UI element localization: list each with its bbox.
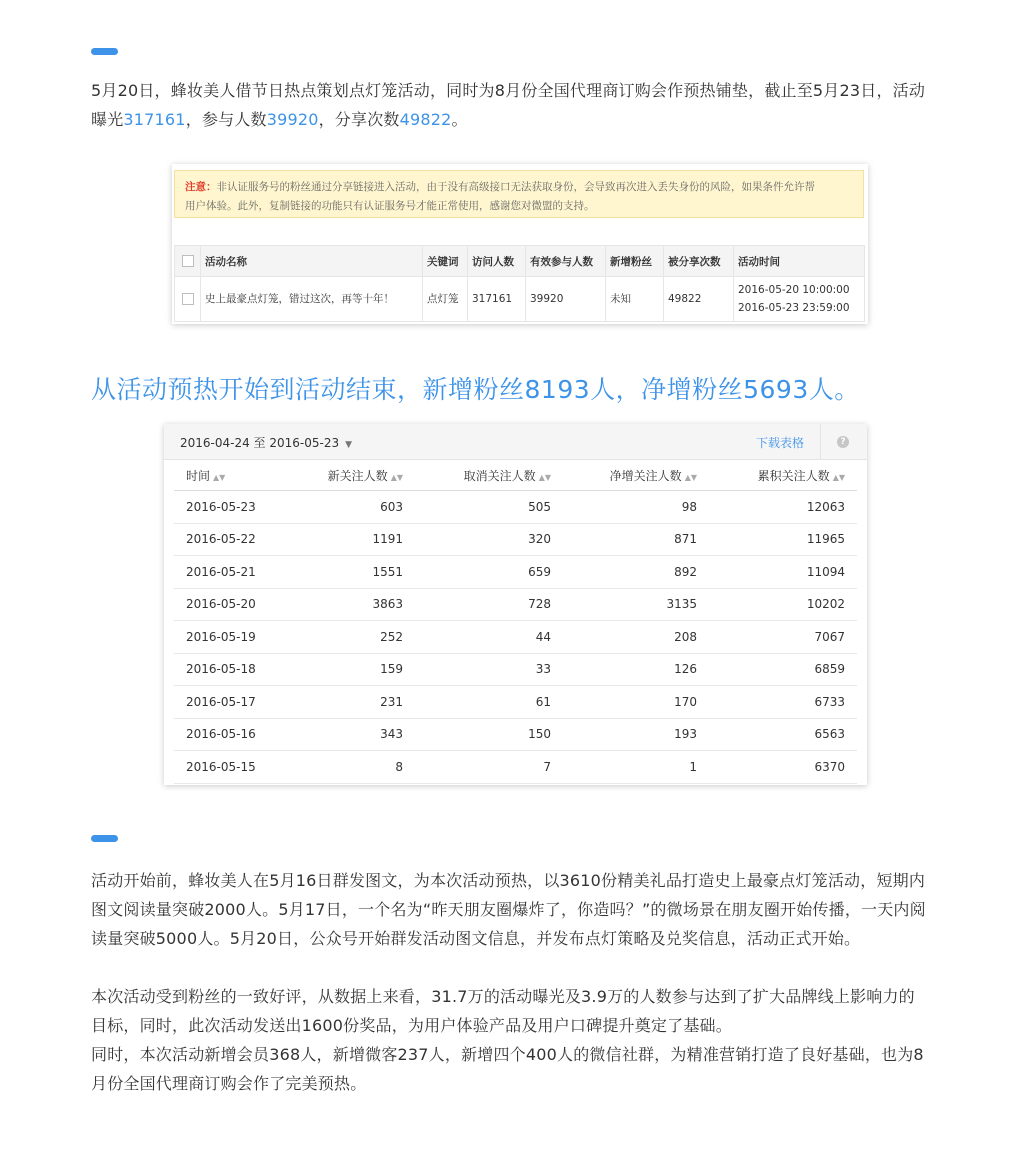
fans-table xyxy=(174,460,857,784)
exposure-count: 317161 xyxy=(123,110,186,129)
activity-table xyxy=(174,245,865,322)
intro-paragraph: 5月20日，蜂妆美人借节日热点策划点灯笼活动，同时为8月份全国代理商订购会作预热铺垫，截止至5月23日，活动曝光317161，参与人数39920，分享次数49822。 xyxy=(91,81,926,129)
share-count: 49822 xyxy=(399,110,452,129)
summary-paragraph-1: 活动开始前，蜂妆美人在5月16日群发图文，为本次活动预热，以3610份精美礼品打造史上最豪点灯笼活动，短期内图文阅读量突破2000人。5月17日，一个名为“昨天朋友圈爆炸了，你造吗？”的微场景在朋友圈开始传播，一天内阅读量突破5000人。5月20日，公众号开始群发活动图文信息，并发布点灯策略及兑奖信息，活动正式开始。 xyxy=(91,871,926,948)
headline: 从活动预热开始到活动结束，新增粉丝8193人，净增粉丝5693人。 xyxy=(91,375,860,404)
column-header: 关键词 xyxy=(423,246,468,277)
table-row: 2016-05-23 603 505 98 12063 xyxy=(174,491,857,524)
column-header: 有效参与人数 xyxy=(526,246,606,277)
sort-icon: ▲▼ xyxy=(684,472,697,482)
column-header-net[interactable]: 净增关注人数 ▲▼ xyxy=(563,460,709,491)
download-table-link[interactable]: 下载表格 xyxy=(756,436,805,450)
sort-icon: ▲▼ xyxy=(538,472,551,482)
table-row: 2016-05-22 1191 320 871 11965 xyxy=(174,523,857,556)
table-row: 2016-05-20 3863 728 3135 10202 xyxy=(174,588,857,621)
activity-screenshot xyxy=(172,164,868,324)
column-header: 活动名称 xyxy=(201,246,423,277)
table-row: 2016-05-18 159 33 126 6859 xyxy=(174,653,857,686)
table-row: 2016-05-16 343 150 193 6563 xyxy=(174,718,857,751)
table-header-row xyxy=(174,460,857,491)
section-marker xyxy=(91,48,118,55)
sort-icon: ▲▼ xyxy=(832,472,845,482)
activity-name: 史上最豪点灯笼，错过这次，再等十年！ xyxy=(201,277,423,322)
fans-toolbar xyxy=(164,424,867,460)
sort-icon: ▲▼ xyxy=(213,472,226,482)
table-row: 2016-05-17 231 61 170 6733 xyxy=(174,686,857,719)
column-header-cancel[interactable]: 取消关注人数 ▲▼ xyxy=(415,460,563,491)
caret-down-icon: ▼ xyxy=(345,440,353,450)
column-header-total[interactable]: 累积关注人数 ▲▼ xyxy=(709,460,857,491)
section-marker xyxy=(91,835,118,842)
column-header: 访问人数 xyxy=(468,246,526,277)
notice-label: 注意： xyxy=(185,181,217,193)
participant-count: 39920 xyxy=(266,110,319,129)
column-header-new[interactable]: 新关注人数 ▲▼ xyxy=(284,460,415,491)
column-header: 被分享次数 xyxy=(664,246,734,277)
column-header-time[interactable]: 时间 ▲▼ xyxy=(174,460,284,491)
notice-text-line2: 用户体验。此外，复制链接的功能只有认证服务号才能正常使用，感谢您对微盟的支持。 xyxy=(185,200,595,212)
select-all-checkbox[interactable] xyxy=(182,255,194,267)
fans-screenshot xyxy=(164,424,867,785)
summary-paragraph-3: 同时，本次活动新增会员368人，新增微客237人，新增四个400人的微信社群，为精准营销打造了良好基础，也为8月份全国代理商订购会作了完美预热。 xyxy=(91,1045,924,1093)
column-header: 新增粉丝 xyxy=(606,246,664,277)
row-checkbox[interactable] xyxy=(182,293,194,305)
activity-visits: 317161 xyxy=(468,277,526,322)
divider xyxy=(820,424,821,460)
sort-icon: ▲▼ xyxy=(390,472,403,482)
help-icon[interactable]: ? xyxy=(837,436,849,448)
activity-new-fans: 未知 xyxy=(606,277,664,322)
activity-participants: 39920 xyxy=(526,277,606,322)
activity-shares: 49822 xyxy=(664,277,734,322)
activity-keyword: 点灯笼 xyxy=(423,277,468,322)
notice-text-line1: 非认证服务号的粉丝通过分享链接进入活动，由于没有高级接口无法获取身份，会导致再次进入丢失身份的风险，如果条件允许帮 xyxy=(216,181,815,193)
notice-box xyxy=(174,170,864,218)
column-header: 活动时间 xyxy=(734,246,865,277)
summary-paragraph-2: 本次活动受到粉丝的一致好评，从数据上来看，31.7万的活动曝光及3.9万的人数参与达到了扩大品牌线上影响力的目标，同时，此次活动发送出1600份奖品，为用户体验产品及用户口碑提升奠定了基础。 xyxy=(91,987,915,1035)
table-row: 2016-05-19 252 44 208 7067 xyxy=(174,621,857,654)
table-row: 2016-05-21 1551 659 892 11094 xyxy=(174,556,857,589)
table-row xyxy=(175,277,865,322)
table-header-row xyxy=(175,246,865,277)
activity-time: 2016-05-20 10:00:00 2016-05-23 23:59:00 xyxy=(734,277,865,322)
table-row: 2016-05-15 8 7 1 6370 xyxy=(174,751,857,784)
date-range-picker[interactable]: 2016-04-24 至 2016-05-23 ▼ xyxy=(180,436,353,450)
